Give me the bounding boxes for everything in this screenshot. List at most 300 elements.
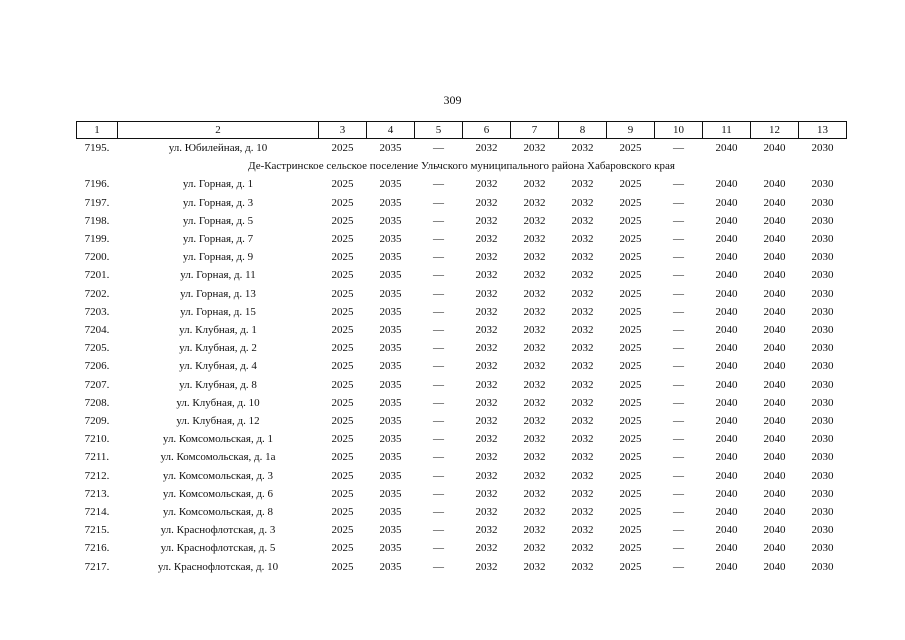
year-cell-col-3: 2025 (331, 269, 354, 282)
year-cell-col-8: 2032 (571, 196, 594, 209)
year-cell-col-9: 2025 (619, 506, 642, 519)
year-cell-col-5: — (433, 324, 444, 337)
year-cell-col-5: — (433, 469, 444, 482)
year-cell-col-3: 2025 (331, 360, 354, 373)
row-number: 7196. (84, 178, 110, 191)
year-cell-col-10: — (673, 142, 684, 154)
year-cell-col-13: 2030 (811, 269, 834, 282)
year-cell-col-10: — (673, 415, 684, 428)
row-number: 7212. (84, 469, 110, 482)
row-number: 7209. (84, 415, 110, 428)
year-cell-col-4: 2035 (379, 178, 402, 191)
year-cell-col-9: 2025 (619, 251, 642, 264)
year-cell-col-12: 2040 (763, 233, 786, 246)
year-cell-col-12: 2040 (763, 305, 786, 318)
year-cell-col-11: 2040 (715, 305, 738, 318)
address-cell: ул. Краснофлотская, д. 5 (160, 542, 276, 555)
year-cell-col-7: 2032 (523, 196, 546, 209)
year-cell-col-9: 2025 (619, 360, 642, 373)
year-cell-col-8: 2032 (571, 560, 594, 573)
year-cell-col-7: 2032 (523, 324, 546, 337)
year-cell-col-11: 2040 (715, 214, 738, 227)
year-cell-col-6: 2032 (475, 433, 498, 446)
year-cell-col-9: 2025 (619, 469, 642, 482)
address-cell: ул. Комсомольская, д. 3 (162, 469, 274, 482)
year-cell-col-9: 2025 (619, 415, 642, 428)
year-cell-col-13: 2030 (811, 560, 834, 573)
address-cell: ул. Клубная, д. 1 (179, 324, 257, 337)
year-cell-col-4: 2035 (379, 233, 402, 246)
section-heading: Де-Кастринское сельское поселение Ульчского муниципального района Хабаровского края (248, 160, 675, 173)
year-cell-col-5: — (433, 506, 444, 519)
table-row (77, 303, 847, 321)
year-cell-col-12: 2040 (763, 342, 786, 355)
year-cell-col-13: 2030 (811, 506, 834, 519)
table-row (77, 230, 847, 248)
year-cell-col-8: 2032 (571, 142, 594, 154)
year-cell-col-9: 2025 (619, 233, 642, 246)
column-header-6: 6 (463, 122, 511, 139)
year-cell-col-7: 2032 (523, 305, 546, 318)
year-cell-col-7: 2032 (523, 451, 546, 464)
table-body (77, 139, 847, 576)
year-cell-col-12: 2040 (763, 506, 786, 519)
year-cell-col-10: — (673, 342, 684, 355)
year-cell-col-5: — (433, 360, 444, 373)
year-cell-col-13: 2030 (811, 542, 834, 555)
address-cell: ул. Горная, д. 1 (182, 178, 254, 191)
year-cell-col-11: 2040 (715, 433, 738, 446)
table-row (77, 521, 847, 539)
year-cell-col-5: — (433, 214, 444, 227)
year-cell-col-7: 2032 (523, 178, 546, 191)
year-cell-col-10: — (673, 196, 684, 209)
year-cell-col-9: 2025 (619, 142, 642, 154)
year-cell-col-6: 2032 (475, 542, 498, 555)
year-cell-col-10: — (673, 214, 684, 227)
table-row (77, 467, 847, 485)
address-cell: ул. Клубная, д. 10 (176, 396, 260, 409)
row-number: 7208. (84, 396, 110, 409)
address-cell: ул. Комсомольская, д. 6 (162, 487, 274, 500)
year-cell-col-10: — (673, 487, 684, 500)
header-row (77, 122, 847, 139)
year-cell-col-6: 2032 (475, 360, 498, 373)
year-cell-col-5: — (433, 142, 444, 154)
year-cell-col-4: 2035 (379, 214, 402, 227)
year-cell-col-5: — (433, 378, 444, 391)
year-cell-col-6: 2032 (475, 233, 498, 246)
year-cell-col-7: 2032 (523, 469, 546, 482)
year-cell-col-10: — (673, 305, 684, 318)
year-cell-col-12: 2040 (763, 542, 786, 555)
year-cell-col-11: 2040 (715, 469, 738, 482)
table-row (77, 321, 847, 339)
year-cell-col-10: — (673, 524, 684, 537)
table-row (77, 194, 847, 212)
table-row (77, 248, 847, 266)
year-cell-col-12: 2040 (763, 251, 786, 264)
table-row (77, 376, 847, 394)
table-header (77, 122, 847, 139)
year-cell-col-8: 2032 (571, 396, 594, 409)
year-cell-col-8: 2032 (571, 542, 594, 555)
year-cell-col-4: 2035 (379, 324, 402, 337)
year-cell-col-11: 2040 (715, 251, 738, 264)
year-cell-col-4: 2035 (379, 415, 402, 428)
year-cell-col-6: 2032 (475, 396, 498, 409)
year-cell-col-13: 2030 (811, 233, 834, 246)
year-cell-col-9: 2025 (619, 378, 642, 391)
year-cell-col-8: 2032 (571, 269, 594, 282)
year-cell-col-7: 2032 (523, 415, 546, 428)
year-cell-col-3: 2025 (331, 396, 354, 409)
year-cell-col-13: 2030 (811, 287, 834, 300)
year-cell-col-4: 2035 (379, 469, 402, 482)
address-cell: ул. Юбилейная, д. 10 (168, 142, 268, 154)
year-cell-col-11: 2040 (715, 524, 738, 537)
row-number: 7206. (84, 360, 110, 373)
year-cell-col-12: 2040 (763, 433, 786, 446)
year-cell-col-7: 2032 (523, 233, 546, 246)
column-header-10: 10 (655, 122, 703, 139)
column-header-7: 7 (511, 122, 559, 139)
year-cell-col-12: 2040 (763, 451, 786, 464)
year-cell-col-3: 2025 (331, 560, 354, 573)
year-cell-col-6: 2032 (475, 342, 498, 355)
year-cell-col-3: 2025 (331, 433, 354, 446)
table-row (77, 139, 847, 158)
table-row (77, 485, 847, 503)
year-cell-col-7: 2032 (523, 542, 546, 555)
year-cell-col-9: 2025 (619, 433, 642, 446)
address-cell: ул. Горная, д. 15 (180, 305, 256, 318)
year-cell-col-4: 2035 (379, 524, 402, 537)
year-cell-col-6: 2032 (475, 560, 498, 573)
table-row (77, 394, 847, 412)
address-cell: ул. Комсомольская, д. 1а (160, 451, 276, 464)
year-cell-col-7: 2032 (523, 560, 546, 573)
year-cell-col-10: — (673, 269, 684, 282)
address-cell: ул. Краснофлотская, д. 10 (157, 560, 279, 573)
year-cell-col-8: 2032 (571, 342, 594, 355)
year-cell-col-3: 2025 (331, 251, 354, 264)
year-cell-col-11: 2040 (715, 542, 738, 555)
address-cell: ул. Клубная, д. 12 (176, 415, 260, 428)
table-row (77, 503, 847, 521)
table-row (77, 266, 847, 284)
year-cell-col-12: 2040 (763, 469, 786, 482)
year-cell-col-4: 2035 (379, 305, 402, 318)
address-cell: ул. Горная, д. 5 (182, 214, 254, 227)
row-number: 7200. (84, 251, 110, 264)
year-cell-col-4: 2035 (379, 433, 402, 446)
address-cell: ул. Комсомольская, д. 8 (162, 506, 274, 519)
year-cell-col-12: 2040 (763, 269, 786, 282)
row-number: 7214. (84, 506, 110, 519)
year-cell-col-12: 2040 (763, 487, 786, 500)
year-cell-col-4: 2035 (379, 251, 402, 264)
year-cell-col-7: 2032 (523, 287, 546, 300)
year-cell-col-11: 2040 (715, 487, 738, 500)
year-cell-col-5: — (433, 487, 444, 500)
year-cell-col-10: — (673, 251, 684, 264)
year-cell-col-11: 2040 (715, 396, 738, 409)
year-cell-col-3: 2025 (331, 487, 354, 500)
year-cell-col-5: — (433, 433, 444, 446)
table-row (77, 539, 847, 557)
address-cell: ул. Горная, д. 13 (180, 287, 256, 300)
address-cell: ул. Клубная, д. 8 (179, 378, 257, 391)
year-cell-col-9: 2025 (619, 560, 642, 573)
year-cell-col-6: 2032 (475, 506, 498, 519)
table-row (77, 448, 847, 466)
year-cell-col-9: 2025 (619, 287, 642, 300)
year-cell-col-4: 2035 (379, 360, 402, 373)
column-header-13: 13 (799, 122, 847, 139)
year-cell-col-13: 2030 (811, 451, 834, 464)
year-cell-col-3: 2025 (331, 178, 354, 191)
year-cell-col-5: — (433, 178, 444, 191)
year-cell-col-7: 2032 (523, 142, 546, 154)
year-cell-col-13: 2030 (811, 342, 834, 355)
year-cell-col-6: 2032 (475, 524, 498, 537)
year-cell-col-8: 2032 (571, 233, 594, 246)
year-cell-col-5: — (433, 305, 444, 318)
year-cell-col-9: 2025 (619, 396, 642, 409)
row-number: 7207. (84, 378, 110, 391)
year-cell-col-11: 2040 (715, 415, 738, 428)
year-cell-col-12: 2040 (763, 142, 786, 154)
year-cell-col-6: 2032 (475, 451, 498, 464)
year-cell-col-3: 2025 (331, 506, 354, 519)
year-cell-col-8: 2032 (571, 378, 594, 391)
year-cell-col-7: 2032 (523, 251, 546, 264)
year-cell-col-13: 2030 (811, 178, 834, 191)
year-cell-col-4: 2035 (379, 542, 402, 555)
table-row (77, 558, 847, 576)
year-cell-col-13: 2030 (811, 433, 834, 446)
year-cell-col-8: 2032 (571, 305, 594, 318)
year-cell-col-6: 2032 (475, 287, 498, 300)
column-header-9: 9 (607, 122, 655, 139)
row-number: 7202. (84, 287, 110, 300)
year-cell-col-8: 2032 (571, 360, 594, 373)
address-cell: ул. Клубная, д. 2 (179, 342, 257, 355)
year-cell-col-11: 2040 (715, 506, 738, 519)
year-cell-col-5: — (433, 251, 444, 264)
year-cell-col-5: — (433, 196, 444, 209)
table-row (77, 339, 847, 357)
year-cell-col-7: 2032 (523, 524, 546, 537)
year-cell-col-12: 2040 (763, 524, 786, 537)
row-number: 7217. (84, 560, 110, 573)
table-row (77, 412, 847, 430)
year-cell-col-10: — (673, 542, 684, 555)
year-cell-col-3: 2025 (331, 324, 354, 337)
year-cell-col-10: — (673, 433, 684, 446)
year-cell-col-6: 2032 (475, 415, 498, 428)
year-cell-col-6: 2032 (475, 251, 498, 264)
year-cell-col-6: 2032 (475, 487, 498, 500)
address-cell: ул. Клубная, д. 4 (179, 360, 257, 373)
year-cell-col-3: 2025 (331, 233, 354, 246)
year-cell-col-11: 2040 (715, 142, 738, 154)
year-cell-col-11: 2040 (715, 378, 738, 391)
column-header-2: 2 (118, 122, 319, 139)
year-cell-col-4: 2035 (379, 487, 402, 500)
year-cell-col-8: 2032 (571, 324, 594, 337)
year-cell-col-10: — (673, 451, 684, 464)
column-header-3: 3 (319, 122, 367, 139)
year-cell-col-7: 2032 (523, 487, 546, 500)
year-cell-col-10: — (673, 233, 684, 246)
year-cell-col-9: 2025 (619, 542, 642, 555)
year-cell-col-5: — (433, 287, 444, 300)
year-cell-col-4: 2035 (379, 287, 402, 300)
year-cell-col-5: — (433, 415, 444, 428)
year-cell-col-13: 2030 (811, 251, 834, 264)
year-cell-col-12: 2040 (763, 287, 786, 300)
year-cell-col-9: 2025 (619, 305, 642, 318)
row-number: 7201. (84, 269, 110, 282)
year-cell-col-6: 2032 (475, 469, 498, 482)
year-cell-col-3: 2025 (331, 542, 354, 555)
year-cell-col-7: 2032 (523, 342, 546, 355)
year-cell-col-13: 2030 (811, 396, 834, 409)
year-cell-col-9: 2025 (619, 342, 642, 355)
row-number: 7197. (84, 196, 110, 209)
year-cell-col-3: 2025 (331, 287, 354, 300)
page-number: 309 (443, 93, 462, 107)
year-cell-col-8: 2032 (571, 415, 594, 428)
year-cell-col-4: 2035 (379, 506, 402, 519)
column-header-4: 4 (367, 122, 415, 139)
year-cell-col-3: 2025 (331, 451, 354, 464)
year-cell-col-13: 2030 (811, 469, 834, 482)
year-cell-col-6: 2032 (475, 324, 498, 337)
year-cell-col-7: 2032 (523, 396, 546, 409)
year-cell-col-11: 2040 (715, 360, 738, 373)
row-number: 7205. (84, 342, 110, 355)
table-row (77, 212, 847, 230)
table-row (77, 430, 847, 448)
year-cell-col-5: — (433, 269, 444, 282)
year-cell-col-5: — (433, 342, 444, 355)
year-cell-col-8: 2032 (571, 487, 594, 500)
year-cell-col-4: 2035 (379, 378, 402, 391)
row-number: 7199. (84, 233, 110, 246)
year-cell-col-13: 2030 (811, 305, 834, 318)
address-cell: ул. Горная, д. 3 (182, 196, 254, 209)
year-cell-col-11: 2040 (715, 342, 738, 355)
year-cell-col-11: 2040 (715, 233, 738, 246)
year-cell-col-3: 2025 (331, 214, 354, 227)
year-cell-col-10: — (673, 378, 684, 391)
year-cell-col-7: 2032 (523, 378, 546, 391)
year-cell-col-10: — (673, 560, 684, 573)
row-number: 7211. (84, 451, 110, 464)
year-cell-col-3: 2025 (331, 378, 354, 391)
year-cell-col-8: 2032 (571, 451, 594, 464)
year-cell-col-13: 2030 (811, 524, 834, 537)
year-cell-col-12: 2040 (763, 396, 786, 409)
row-number: 7216. (84, 542, 110, 555)
year-cell-col-3: 2025 (331, 524, 354, 537)
year-cell-col-7: 2032 (523, 214, 546, 227)
year-cell-col-13: 2030 (811, 487, 834, 500)
year-cell-col-10: — (673, 360, 684, 373)
year-cell-col-12: 2040 (763, 378, 786, 391)
year-cell-col-5: — (433, 396, 444, 409)
year-cell-col-12: 2040 (763, 560, 786, 573)
row-number: 7203. (84, 305, 110, 318)
address-cell: ул. Краснофлотская, д. 3 (160, 524, 276, 537)
year-cell-col-10: — (673, 178, 684, 191)
year-cell-col-9: 2025 (619, 196, 642, 209)
year-cell-col-11: 2040 (715, 178, 738, 191)
year-cell-col-11: 2040 (715, 451, 738, 464)
year-cell-col-3: 2025 (331, 305, 354, 318)
year-cell-col-7: 2032 (523, 506, 546, 519)
year-cell-col-9: 2025 (619, 214, 642, 227)
year-cell-col-9: 2025 (619, 269, 642, 282)
year-cell-col-10: — (673, 324, 684, 337)
year-cell-col-5: — (433, 560, 444, 573)
year-cell-col-9: 2025 (619, 487, 642, 500)
row-number: 7195. (84, 142, 110, 154)
year-cell-col-4: 2035 (379, 142, 402, 154)
row-number: 7215. (84, 524, 110, 537)
year-cell-col-12: 2040 (763, 196, 786, 209)
table-row (77, 285, 847, 303)
year-cell-col-4: 2035 (379, 560, 402, 573)
year-cell-col-12: 2040 (763, 415, 786, 428)
year-cell-col-13: 2030 (811, 196, 834, 209)
year-cell-col-7: 2032 (523, 269, 546, 282)
year-cell-col-9: 2025 (619, 451, 642, 464)
year-cell-col-6: 2032 (475, 142, 498, 154)
register-table (76, 121, 847, 576)
year-cell-col-3: 2025 (331, 415, 354, 428)
year-cell-col-11: 2040 (715, 324, 738, 337)
year-cell-col-11: 2040 (715, 560, 738, 573)
year-cell-col-12: 2040 (763, 360, 786, 373)
year-cell-col-10: — (673, 469, 684, 482)
address-cell: ул. Горная, д. 7 (182, 233, 254, 246)
year-cell-col-13: 2030 (811, 324, 834, 337)
year-cell-col-8: 2032 (571, 433, 594, 446)
address-cell: ул. Горная, д. 9 (182, 251, 254, 264)
year-cell-col-4: 2035 (379, 342, 402, 355)
row-number: 7210. (84, 433, 110, 446)
year-cell-col-13: 2030 (811, 142, 834, 154)
year-cell-col-6: 2032 (475, 214, 498, 227)
year-cell-col-13: 2030 (811, 415, 834, 428)
year-cell-col-12: 2040 (763, 178, 786, 191)
year-cell-col-10: — (673, 287, 684, 300)
year-cell-col-6: 2032 (475, 196, 498, 209)
year-cell-col-9: 2025 (619, 324, 642, 337)
year-cell-col-11: 2040 (715, 196, 738, 209)
year-cell-col-8: 2032 (571, 178, 594, 191)
address-cell: ул. Горная, д. 11 (180, 269, 256, 282)
year-cell-col-4: 2035 (379, 196, 402, 209)
row-number: 7204. (84, 324, 110, 337)
year-cell-col-7: 2032 (523, 360, 546, 373)
year-cell-col-4: 2035 (379, 451, 402, 464)
year-cell-col-8: 2032 (571, 287, 594, 300)
